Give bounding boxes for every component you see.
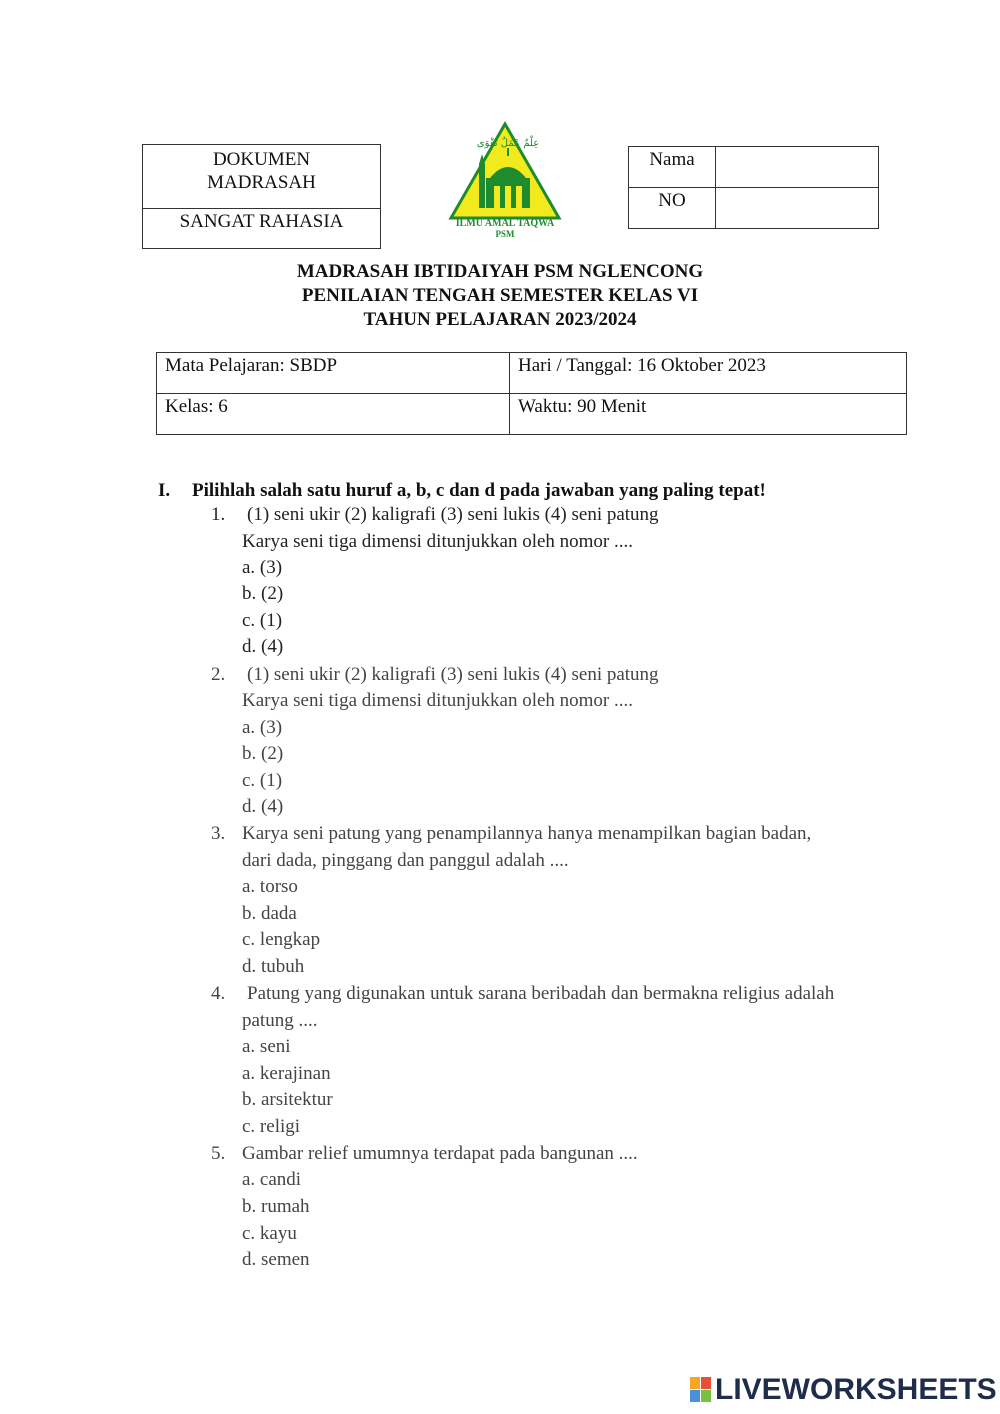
logo-text-line1: ILMU AMAL TAQWA — [455, 218, 555, 229]
subject-cell — [157, 353, 510, 394]
answer-option[interactable]: a. candi — [242, 1169, 302, 1190]
exam-info-table — [156, 352, 907, 435]
question-text: Patung yang digunakan untuk sarana beribadah dan bermakna religius adalah — [247, 983, 835, 1004]
question-text: Karya seni tiga dimensi ditunjukkan oleh nomor .... — [242, 690, 634, 711]
document-classification-box — [142, 144, 381, 249]
subject-value: : SBDP — [279, 355, 338, 376]
section-number: I. — [158, 480, 171, 501]
school-name-title: MADRASAH IBTIDAIYAH PSM NGLENCONG — [296, 261, 704, 282]
answer-option[interactable]: c. lengkap — [242, 929, 321, 950]
question-text: Karya seni tiga dimensi ditunjukkan oleh nomor .... — [242, 531, 634, 552]
date-label: Hari / Tanggal — [518, 355, 628, 376]
exam-title: PENILAIAN TENGAH SEMESTER KELAS VI — [301, 285, 699, 306]
question-text: Karya seni patung yang penampilannya hanya menampilkan bagian badan, — [242, 823, 812, 844]
answer-option[interactable]: d. tubuh — [242, 956, 305, 977]
answer-option[interactable]: b. arsitektur — [242, 1089, 333, 1110]
school-logo — [446, 120, 564, 242]
question-number: 3. — [211, 823, 226, 844]
question-number: 2. — [211, 664, 226, 685]
answer-option[interactable]: d. (4) — [242, 636, 284, 657]
liveworksheets-brand: LIVEWORKSHEETS — [715, 1373, 997, 1406]
class-value: : 6 — [208, 396, 228, 417]
nama-label: Nama — [629, 147, 716, 188]
date-cell — [510, 353, 907, 394]
date-value: : 16 Oktober 2023 — [627, 355, 766, 376]
section-heading — [158, 480, 766, 502]
logo-arabic: عِلْمٌ عَمَلٌ تَقْوَى — [476, 138, 540, 149]
answer-option[interactable]: b. dada — [242, 903, 297, 924]
question-text: dari dada, pinggang dan panggul adalah .... — [242, 850, 569, 871]
logo-text-line2: PSM — [495, 229, 515, 239]
time-value: : 90 Menit — [567, 396, 647, 417]
student-identity-box — [628, 146, 879, 229]
class-label: Kelas — [165, 396, 209, 417]
time-label: Waktu — [518, 396, 568, 417]
nama-field[interactable] — [716, 147, 879, 188]
question-number: 5. — [211, 1143, 226, 1164]
answer-option[interactable]: d. semen — [242, 1249, 310, 1270]
question-number: 4. — [211, 983, 226, 1004]
section-instruction: Pilihlah salah satu huruf a, b, c dan d pada jawaban yang paling tepat! — [192, 480, 766, 501]
answer-option[interactable]: a. torso — [242, 876, 298, 897]
question-number: 1. — [211, 504, 226, 525]
answer-option[interactable]: d. (4) — [242, 796, 284, 817]
answer-option[interactable]: b. (2) — [242, 583, 284, 604]
answer-option[interactable]: a. kerajinan — [242, 1063, 331, 1084]
answer-option[interactable]: a. (3) — [242, 557, 283, 578]
answer-option[interactable]: b. rumah — [242, 1196, 310, 1217]
no-field[interactable] — [716, 188, 879, 229]
confidential-label: SANGAT RAHASIA — [143, 209, 381, 249]
question-text: (1) seni ukir (2) kaligrafi (3) seni lukis (4) seni patung — [247, 664, 659, 685]
document-label — [143, 145, 381, 209]
answer-option[interactable]: c. kayu — [242, 1223, 297, 1244]
answer-option[interactable]: c. (1) — [242, 610, 283, 631]
question-text: Gambar relief umumnya terdapat pada bangunan .... — [242, 1143, 638, 1164]
question-text: patung .... — [242, 1010, 318, 1031]
answer-option[interactable]: a. seni — [242, 1036, 291, 1057]
liveworksheets-logo — [690, 1374, 997, 1406]
academic-year-title: TAHUN PELAJARAN 2023/2024 — [363, 309, 637, 330]
subject-label: Mata Pelajaran — [165, 355, 280, 376]
answer-option[interactable]: a. (3) — [242, 717, 283, 738]
document-line-1: DOKUMEN — [212, 149, 311, 170]
answer-option[interactable]: b. (2) — [242, 743, 284, 764]
document-line-2: MADRASAH — [207, 172, 316, 193]
liveworksheets-icon — [690, 1377, 712, 1403]
time-cell — [510, 394, 907, 435]
class-cell — [157, 394, 510, 435]
answer-option[interactable]: c. religi — [242, 1116, 301, 1137]
question-text: (1) seni ukir (2) kaligrafi (3) seni lukis (4) seni patung — [247, 504, 659, 525]
no-label: NO — [629, 188, 716, 229]
answer-option[interactable]: c. (1) — [242, 770, 283, 791]
